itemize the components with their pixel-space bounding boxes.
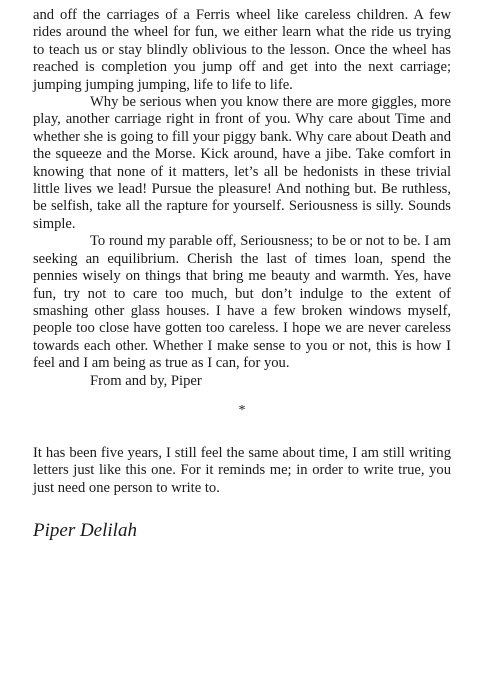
afterword-paragraph: It has been five years, I still feel the same about time, I am still writing letters just like this one. For it reminds me; in order to write true, you just need one person to write to. bbox=[33, 444, 451, 496]
letter-paragraph-2: Why be serious when you know there are more giggles, more play, another carriage right in front of you. Why care about Time and whether she is going to fill your piggy bank. Why care about Death and the squeeze and the Morse. Kick around, have a jibe. Take comfort in knowing that none of it matters, let’s all be hedonists in these trivial little lives we lead! Pursue the pleasure! And nothing but. Be ruthless, be selfish, take all the rapture for yourself. Seriousness is silly. Sounds simple. bbox=[33, 94, 451, 232]
document-page bbox=[33, 7, 451, 542]
letter-signoff: From and by, Piper bbox=[90, 372, 202, 389]
letter-paragraph-1: and off the carriages of a Ferris wheel like careless children. A few rides around the wheel for fun, we either learn what the ride us trying to teach us or stay blindly oblivious to the lesson. Once the wheel has reached is completion you jump off and get into the next carriage; jumping jumping jumping, life to life to life. bbox=[33, 7, 451, 93]
author-name: Piper Delilah bbox=[33, 520, 137, 542]
section-separator: * bbox=[238, 402, 246, 418]
letter-body bbox=[33, 7, 451, 390]
letter-paragraph-3: To round my parable off, Seriousness; to be or not to be. I am seeking an equilibrium. Cherish the last of times loan, spend the pennies wisely on things that bring me beauty and warmth. Yes, have fun, try not to care too much, but don’t indulge to the extent of smashing other glass houses. I have a few broken windows myself, people too close have gotten too careless. I hope we are never careless towards each other. Whether I make sense to you or not, this is how I feel and I am being as true as I can, for you. bbox=[33, 233, 451, 372]
